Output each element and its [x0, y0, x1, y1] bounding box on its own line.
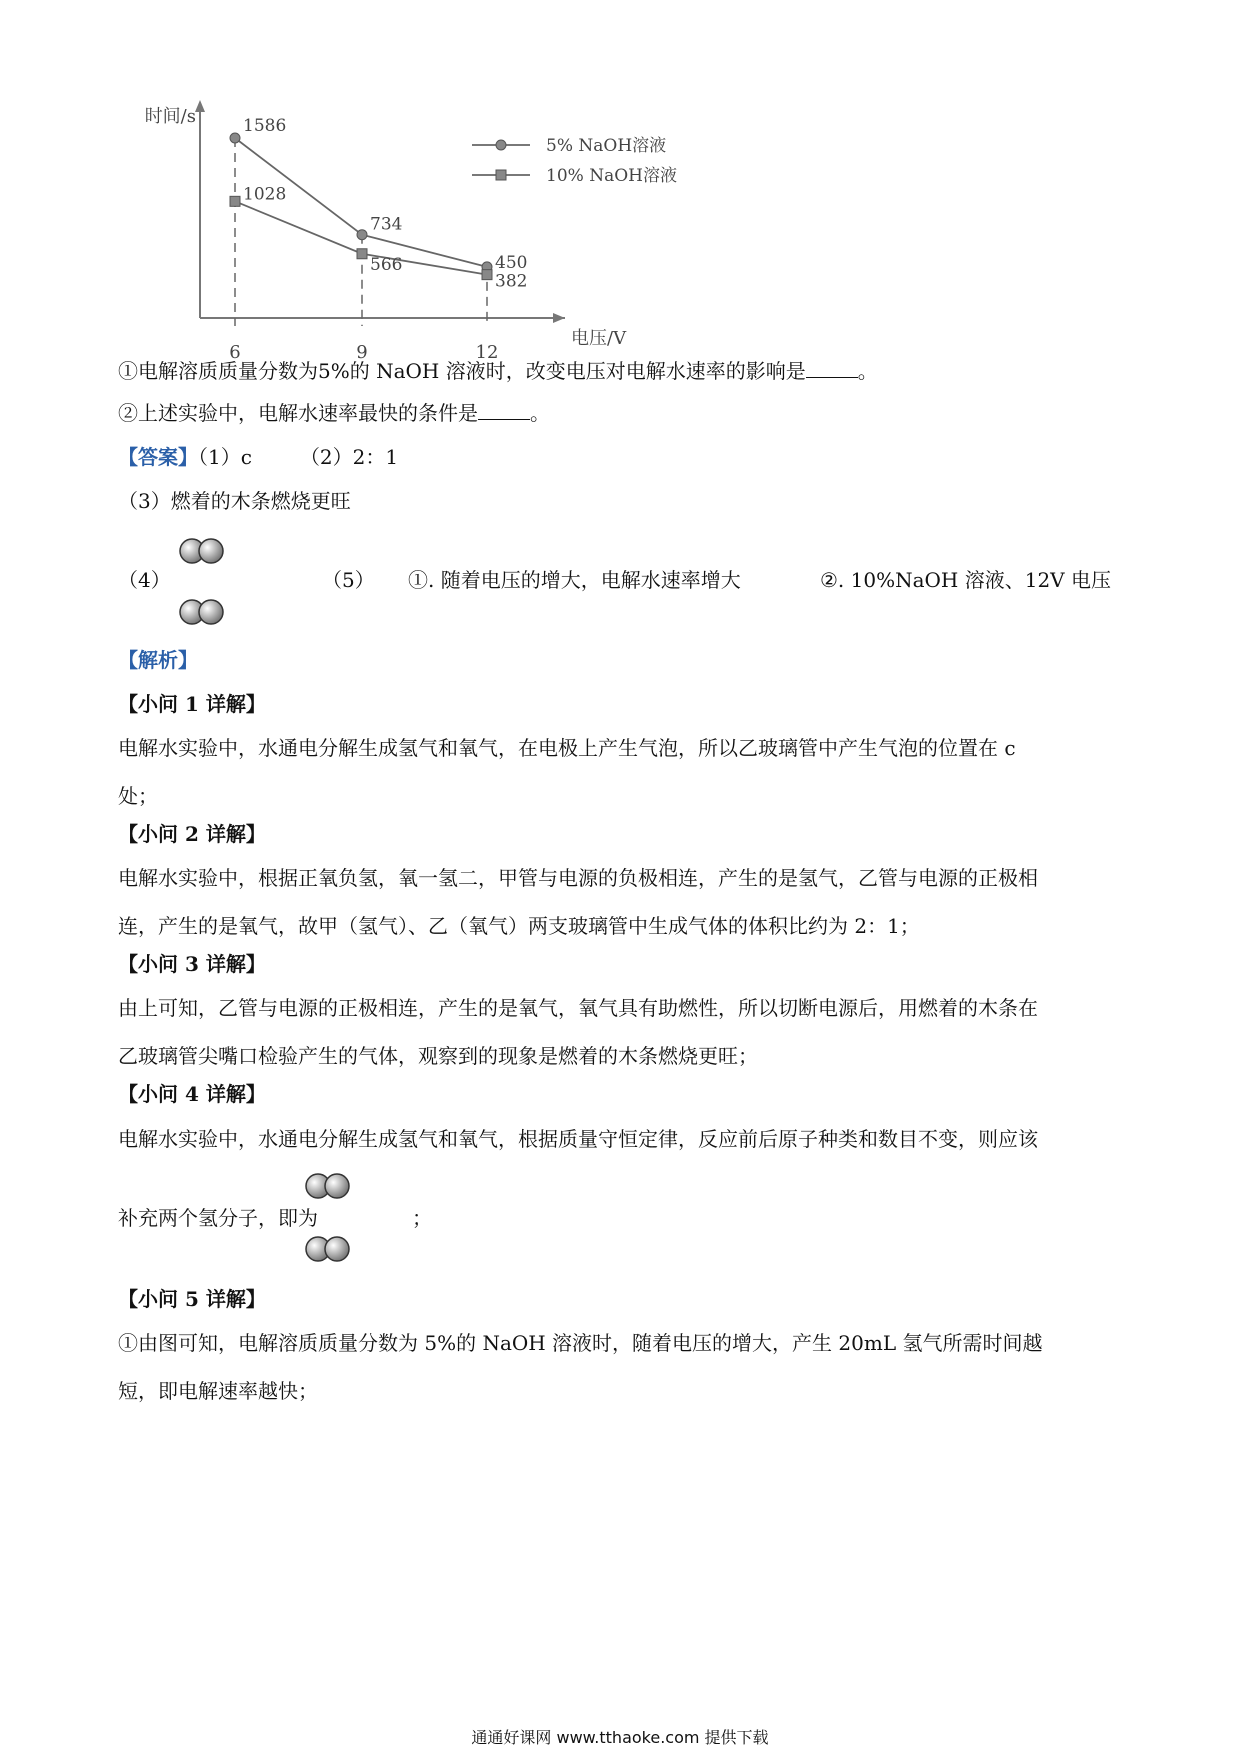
subquestion-4-title: 【小问 4 详解】 — [118, 1082, 266, 1106]
subquestion-5-text: ①由图可知，电解溶质质量分数为 5%的 NaOH 溶液时，随着电压的增大，产生 20mL 氢气所需时间越 短，即电解速率越快； — [118, 1331, 1043, 1403]
subquestion-3-text: 由上可知，乙管与电源的正极相连，产生的是氧气，氧气具有助燃性，所以切断电源后，用燃着的木条在 乙玻璃管尖嘴口检验产生的气体，观察到的现象是燃着的木条燃烧更旺； — [118, 996, 1038, 1068]
answer-blank — [478, 401, 530, 420]
legend-marker — [496, 170, 506, 180]
subquestion-1-title: 【小问 1 详解】 — [118, 692, 266, 716]
analysis-tag: 【解析】 — [118, 648, 198, 672]
hydrogen-molecule-icon — [304, 1172, 352, 1200]
subquestion-5-title: 【小问 5 详解】 — [118, 1287, 266, 1311]
x-tick-label: 12 — [475, 342, 499, 363]
data-label: 450 — [495, 252, 528, 273]
data-label: 734 — [370, 214, 403, 235]
data-label: 382 — [495, 271, 528, 292]
legend-label: 10% NaOH溶液 — [546, 166, 677, 186]
data-label: 1028 — [243, 184, 287, 205]
hydrogen-molecule-icon — [304, 1235, 352, 1263]
x-tick-label: 9 — [356, 342, 368, 363]
hydrogen-molecule-icon — [178, 598, 226, 626]
subquestion-1-text: 电解水实验中，水通电分解生成氢气和氧气，在电极上产生气泡，所以乙玻璃管中产生气泡的位置在 c 处； — [118, 736, 1016, 808]
x-axis-label: 电压/V — [571, 328, 627, 349]
data-point — [357, 249, 367, 259]
answer-5: （5） — [322, 568, 375, 592]
subquestion-3-title: 【小问 3 详解】 — [118, 952, 266, 976]
subquestion-2-text: 电解水实验中，根据正氧负氢，氧一氢二，甲管与电源的负极相连，产生的是氢气，乙管与电源的正极相 连，产生的是氧气，故甲（氢气）、乙（氧气）两支玻璃管中生成气体的体积比约为 2：1； — [118, 866, 1038, 938]
subquestion-4-text-end: 补充两个氢分子，即为 ； — [118, 1206, 432, 1230]
answer-4: （4） — [118, 568, 171, 592]
data-label: 1586 — [243, 116, 287, 136]
x-tick-label: 6 — [229, 342, 241, 363]
data-label: 566 — [370, 254, 403, 275]
chart-series — [230, 116, 527, 292]
legend-marker — [496, 140, 506, 150]
hydrogen-molecule-icon — [178, 537, 226, 565]
answer-5-1: ①. 随着电压的增大，电解水速率增大 — [408, 568, 741, 592]
answer-line-1: 【答案】（1）c （2）2：1 — [118, 445, 399, 469]
subquestion-2-title: 【小问 2 详解】 — [118, 822, 266, 846]
voltage-time-chart — [110, 90, 810, 400]
question-2: ②上述实验中，电解水速率最快的条件是 。 — [118, 401, 550, 425]
x-axis-arrow — [553, 313, 565, 323]
answer-line-3: （3）燃着的木条燃烧更旺 — [118, 489, 351, 513]
question-1: ①电解溶质质量分数为5%的 NaOH 溶液时，改变电压对电解水速率的影响是 。 — [118, 359, 878, 383]
answer-blank — [806, 359, 858, 378]
chart-legend — [472, 136, 677, 186]
data-point — [482, 270, 492, 280]
data-point — [230, 133, 240, 143]
data-point — [357, 230, 367, 240]
answer-tag: 【答案】 — [118, 445, 198, 469]
answer-5-2: ②. 10%NaOH 溶液、12V 电压 — [820, 568, 1111, 592]
page-footer: 通通好课网 www.tthaoke.com 提供下载 — [471, 1728, 769, 1747]
y-axis-arrow — [195, 100, 205, 112]
data-point — [230, 196, 240, 206]
legend-label: 5% NaOH溶液 — [546, 136, 667, 156]
y-axis-label: 时间/s — [144, 106, 196, 127]
subquestion-4-text: 电解水实验中，水通电分解生成氢气和氧气，根据质量守恒定律，反应前后原子种类和数目不变，则应该 — [118, 1127, 1038, 1151]
